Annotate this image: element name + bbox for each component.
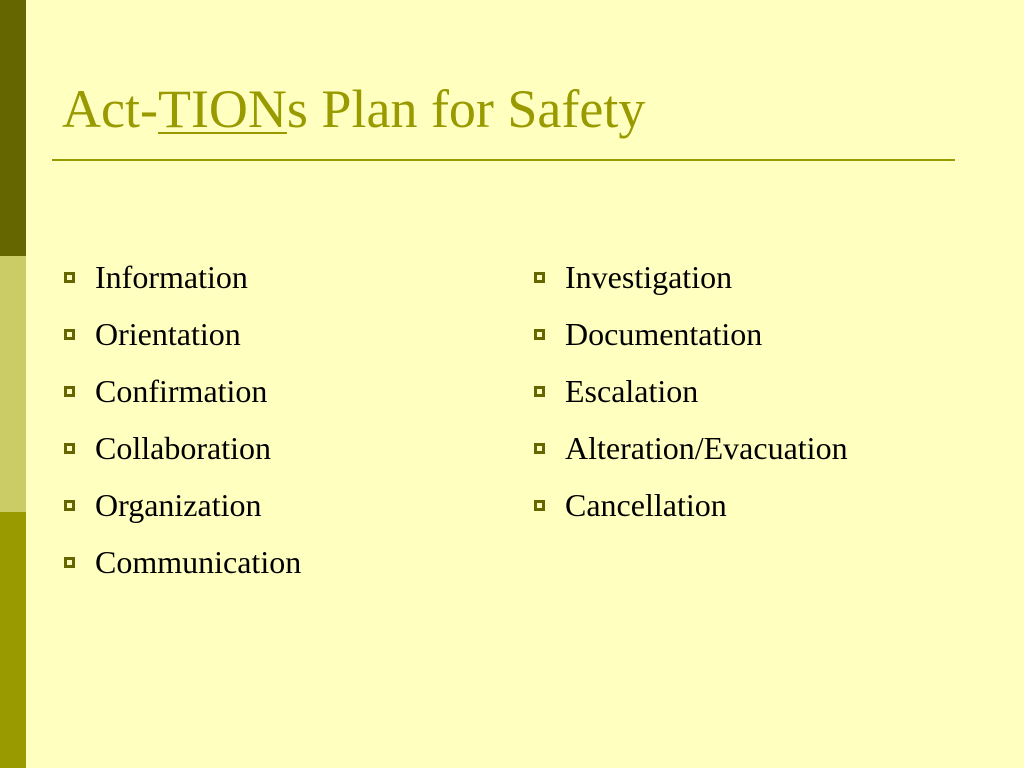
bullet-item-communication: [64, 533, 301, 590]
hollow-square-icon: [64, 386, 75, 397]
side-bar-bottom-segment: [0, 512, 26, 768]
bullet-label: Collaboration: [95, 429, 271, 466]
bullet-label: Organization: [95, 486, 262, 523]
bullet-label: Investigation: [565, 258, 733, 295]
bullet-label: Confirmation: [95, 372, 268, 409]
side-bar-top-segment: [0, 0, 26, 256]
bullet-label: Escalation: [565, 372, 699, 409]
bullet-item-cancellation: [534, 476, 848, 533]
hollow-square-icon: [534, 386, 545, 397]
bullet-label: Documentation: [565, 315, 763, 352]
bullet-item-information: [64, 248, 301, 305]
bullet-item-documentation: [534, 305, 848, 362]
bullet-item-alteration-evacuation: [534, 419, 848, 476]
title-divider: [52, 159, 955, 161]
hollow-square-icon: [64, 500, 75, 511]
left-bullet-list: [64, 248, 301, 590]
bullet-item-investigation: [534, 248, 848, 305]
hollow-square-icon: [64, 272, 75, 283]
hollow-square-icon: [64, 557, 75, 568]
hollow-square-icon: [64, 443, 75, 454]
side-bar-middle-segment: [0, 256, 26, 512]
bullet-label: Orientation: [95, 315, 241, 352]
title-prefix: Act-: [62, 79, 158, 139]
slide-title: [62, 79, 646, 139]
title-suffix: s Plan for Safety: [286, 79, 646, 139]
hollow-square-icon: [534, 500, 545, 511]
hollow-square-icon: [534, 272, 545, 283]
bullet-label: Information: [95, 258, 248, 295]
right-bullet-list: [534, 248, 848, 533]
bullet-label: Cancellation: [565, 486, 727, 523]
bullet-item-organization: [64, 476, 301, 533]
title-underlined-part: TION: [157, 79, 287, 139]
hollow-square-icon: [534, 329, 545, 340]
bullet-label: Communication: [95, 543, 302, 580]
bullet-item-escalation: [534, 362, 848, 419]
hollow-square-icon: [534, 443, 545, 454]
bullet-item-orientation: [64, 305, 301, 362]
bullet-item-collaboration: [64, 419, 301, 476]
bullet-label: Alteration/Evacuation: [565, 429, 848, 466]
bullet-item-confirmation: [64, 362, 301, 419]
hollow-square-icon: [64, 329, 75, 340]
